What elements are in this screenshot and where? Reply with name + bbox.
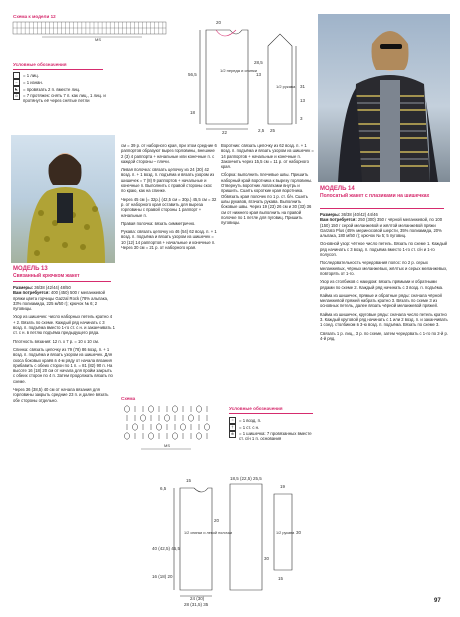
- col2-para: см = 39 р. от наборного края, при этом средние 6 раппортов образуют вырез горловины, внешние 2 (3) 4 раппорта + начальные или конечные п. с каждой стороны – плечи.: [121, 143, 217, 164]
- legend-item: ⊕ = 1 шишечка: 7 провязанных вместе ст. с/н 1 п. основания: [229, 431, 315, 442]
- model13-photo: [11, 135, 115, 263]
- pattern13-g: 24 (30): [190, 596, 205, 601]
- stitch-bobble: [140, 415, 145, 421]
- model13-need: Вам потребуется: 400 (450) 500 г меланжевой пряжи цвета горчицы Gazzal Rock (78% альпака, 33% полиамида, 225 м/50 г); крючок № 6; 2 пуговицы.: [13, 290, 109, 312]
- scheme13-grid: [121, 403, 217, 453]
- model13-sizes: Размеры: 36/38 (42/44) 48/50: [13, 285, 71, 290]
- pattern12-r3: 31: [300, 84, 306, 89]
- legend-item: ⊙ = 7 протяжек: снять 7 п. как лиц., 1 лиц. и протянуть её через снятые петли: [13, 93, 123, 104]
- stitch-bobble: [124, 433, 129, 439]
- pattern12-bottom-a: 22: [222, 130, 228, 135]
- pattern13-j: 1/2 рукава: [276, 531, 295, 535]
- legend-item: ○ = 1 возд. п.: [229, 417, 315, 424]
- pattern12-sleeve-label: 1/2 рукава: [276, 84, 296, 89]
- pattern13-label: 1/2 спинки и левой полочки: [184, 531, 233, 535]
- pattern13-f: 20: [214, 518, 220, 523]
- pattern12-label: 1/2 переда и спинки: [220, 68, 258, 73]
- model14-para: Основной узор: чётное число петель. Вязать по схеме 1. Каждый ряд начинать с 3 возд. п. подъёма вместо 1-го ст. с/н и 1-го полусоп.: [320, 241, 447, 258]
- stitch-bobble: [132, 424, 137, 430]
- stitch-bobble: [156, 424, 161, 430]
- scheme13-legend-title: Условные обозначения: [229, 406, 283, 411]
- model14-need: Вам потребуется: 250 (300) 350 г чёрной меланжевой, по 100 (150) 150 г серой меланжевой и жёлтой меланжевой пряжи Garzato Plus (45% мериносовой шерсти, 35% полиамида, 20% альпака, 180 м/50 г); крючок № 5; 5 пуговиц.: [320, 217, 443, 239]
- pattern12-r5: 3: [300, 116, 303, 121]
- pattern13-diagram: [150, 470, 320, 610]
- pattern12-left-a: 56,5: [188, 72, 197, 77]
- pattern13-n: 30: [296, 530, 302, 535]
- stitch-bobble: [196, 433, 201, 439]
- pattern13-m: 15: [278, 576, 284, 581]
- column2-text: [121, 143, 217, 250]
- stitch-bobble: [148, 406, 153, 412]
- pattern13-h: 28 (31,5) 35: [184, 602, 209, 607]
- scheme13-marker: MS: [164, 443, 170, 448]
- stitch-bobble: [148, 433, 153, 439]
- model13-para: Спинка: связать цепочку из 79 (78) 86 возд. п. + 1 возд. п. подъёма и вязать узором из шишечек. Для скоса боковых краёв в 4-м ряду от начала вязания прибавить с обеих сторон по 1 п. = 81 (82) 90 п. На высоте 16 (18) 20 см от начала для пройм закрыть с обеих сторон по 4 п. Затем продолжать вязать по схеме.: [13, 346, 113, 384]
- model14-title: МОДЕЛЬ 14: [320, 186, 355, 192]
- model14-subtitle: Полосатый жакет с плазиками на шишечках: [320, 193, 430, 199]
- scheme12-grid: [12, 20, 168, 42]
- model13-para: Через 36 (38,5) 40 см от начала вязания для горловины закрыть средние 23 п. и далее вязать обе стороны отдельно.: [13, 387, 109, 403]
- pattern12-top: 20: [216, 20, 222, 25]
- model14-photo: [318, 14, 450, 182]
- scheme12-marker: MS: [95, 37, 101, 42]
- stitch-bobble: [204, 424, 209, 430]
- pattern12-left-b: 18: [190, 110, 196, 115]
- model14-para: Связать 1 р. лиц., 3 р. по схеме, затем чередовать с 1-го по 2-й р. 4-й ряд.: [320, 330, 448, 341]
- pattern12-diagram: [176, 16, 316, 136]
- scheme12-title: Схема к модели 12: [13, 14, 56, 19]
- pattern13-a: 6,5: [160, 486, 167, 491]
- column3-text: [221, 143, 315, 225]
- col3-para: Воротник: связать цепочку из 62 возд. п. + 1 возд. п. подъёма и вязать узором из шишечек = 14 раппортов + начальные и конечные п. Закончить через 15,5 см = 11 р. от наборного края.: [221, 143, 314, 170]
- model14-sizes: Размеры: 36/38 (40/42) 44/46: [320, 212, 378, 217]
- model13-title: МОДЕЛЬ 13: [13, 266, 48, 272]
- pattern13-k: 19: [280, 484, 286, 489]
- stitch-bobble: [196, 406, 201, 412]
- model13-para: Плотность вязания: 12 п. х 7 р. = 10 х 10 см.: [13, 338, 100, 344]
- model13-text: [13, 285, 115, 403]
- legend-item: = 1 лиц.: [13, 72, 123, 79]
- col2-para: Правая полочка: вязать симметрично.: [121, 220, 196, 226]
- model13-subtitle: Связанный крючком жакет: [13, 273, 80, 279]
- stitch-bobble: [164, 415, 169, 421]
- scheme13-title: Схема: [121, 396, 136, 401]
- model14-para: Кайма из шишечек, круговые ряды: сначала число петель кратно 3. Каждый круговой ряд начинать с 1 или 2 возд. п. и заканчивать 1 соед. столбиком в 3-ю возд. п. подъёма. Вязать по схеме 3.: [320, 311, 448, 328]
- pattern13-i: 18,5 (22,5) 25,5: [230, 476, 262, 481]
- col2-para: Через 45 см (= 32р.) (42,5 см = 30р.) 45,5 см = 32 р. от наборного края оставить для выреза горловины с правой стороны 1 раппорт + начальные п.: [121, 196, 217, 218]
- stitch-bobble: [180, 424, 185, 430]
- stitch-bobble: [188, 415, 193, 421]
- model14-text: [320, 212, 448, 341]
- scheme12-legend-title: Условные обозначения: [13, 62, 67, 67]
- model13-para: Узор из шишечек: число наборных петель кратно 4 + 2. Вязать по схеме. Каждый ряд начинать с 3 возд. п. подъёма вместо 1-го ст. с н. и заканчивать 1 ст. с н. в петлю подъёма предыдущего ряда.: [13, 314, 115, 336]
- pattern12-r2: 13: [256, 72, 262, 77]
- col2-para: Рукава: связать цепочку из 46 (54) 62 возд. п. + 1 возд. п. подъёма и вязать узором из шишечек = 10 (12) 14 раппортов + начальные и конечные п. Через 30 см = 21 р. от наборного края.: [121, 229, 217, 251]
- legend-item: ◣ = провязать 2 п. вместе лиц.: [13, 86, 123, 93]
- model14-para: Последовательность чередования полос: по 2 р. серых меланжевых, чёрных меланжевых, жёлтых и серых меланжевых, повторять от 1-го.: [320, 260, 448, 276]
- pattern13-b: 15: [186, 478, 192, 483]
- pattern13-e: 16 (18) 20: [152, 574, 173, 579]
- legend-item: – = 1 изнан.: [13, 79, 123, 86]
- stitch-bobble: [172, 433, 177, 439]
- scheme13-legend: [229, 417, 315, 442]
- stitch-bobble: [172, 406, 177, 412]
- col2-para: Левая полочка: связать цепочку из 24 (30) 42 возд. п. + 1 возд. п. подъёма и вязать узором из шишечек = 7 (8) 9 раппортов + начальные и конечные п. Выполнить с правой стороны скос по краю, как на спинке.: [121, 167, 215, 194]
- legend-item: † = 1 ст. с н.: [229, 424, 315, 431]
- pattern13-d: 40 (42,5) 45,5: [152, 546, 181, 551]
- scheme12-legend: [13, 72, 123, 104]
- model14-para: Узор из столбиков с накидом: вязать прямыми и обратными рядами по схеме 2. Каждый ряд начинать с 3 возд. п. подъёма.: [320, 279, 444, 290]
- page-number: 97: [434, 598, 441, 604]
- model14-para: Кайма из шишечек, прямые и обратные ряды: сначала чёрной меланжевой пряжей набрать кратно 3. Вязать по схеме 3 из основных петель, далее вязать чёрной меланжевой пряжей.: [320, 292, 442, 309]
- pattern12-r1: 28,5: [254, 60, 263, 65]
- stitch-bobble: [124, 406, 129, 412]
- pattern13-l: 30: [264, 556, 270, 561]
- pattern12-bottom-b: 25: [270, 128, 276, 133]
- pattern12-s1: 2,5: [258, 128, 265, 133]
- pattern12-r4: 13: [300, 98, 306, 103]
- col3-para: Сборка: выполнить плечевые швы. Пришить наборный край воротника к вырезу горловины. Отвернуть воротник лопатками внутрь и пришить. Сшить короткие края воротника. Обвязать края полочек по 1 р. ст. б/н. Сшить швы рукавов, втачать рукава. Выполнить боковые швы. Через 19 (23) 26 см и 30 (33) 36 см от нижнего края выполнить на правой полочке по 1 петле для пуговиц. Пришить пуговицы.: [221, 172, 313, 226]
